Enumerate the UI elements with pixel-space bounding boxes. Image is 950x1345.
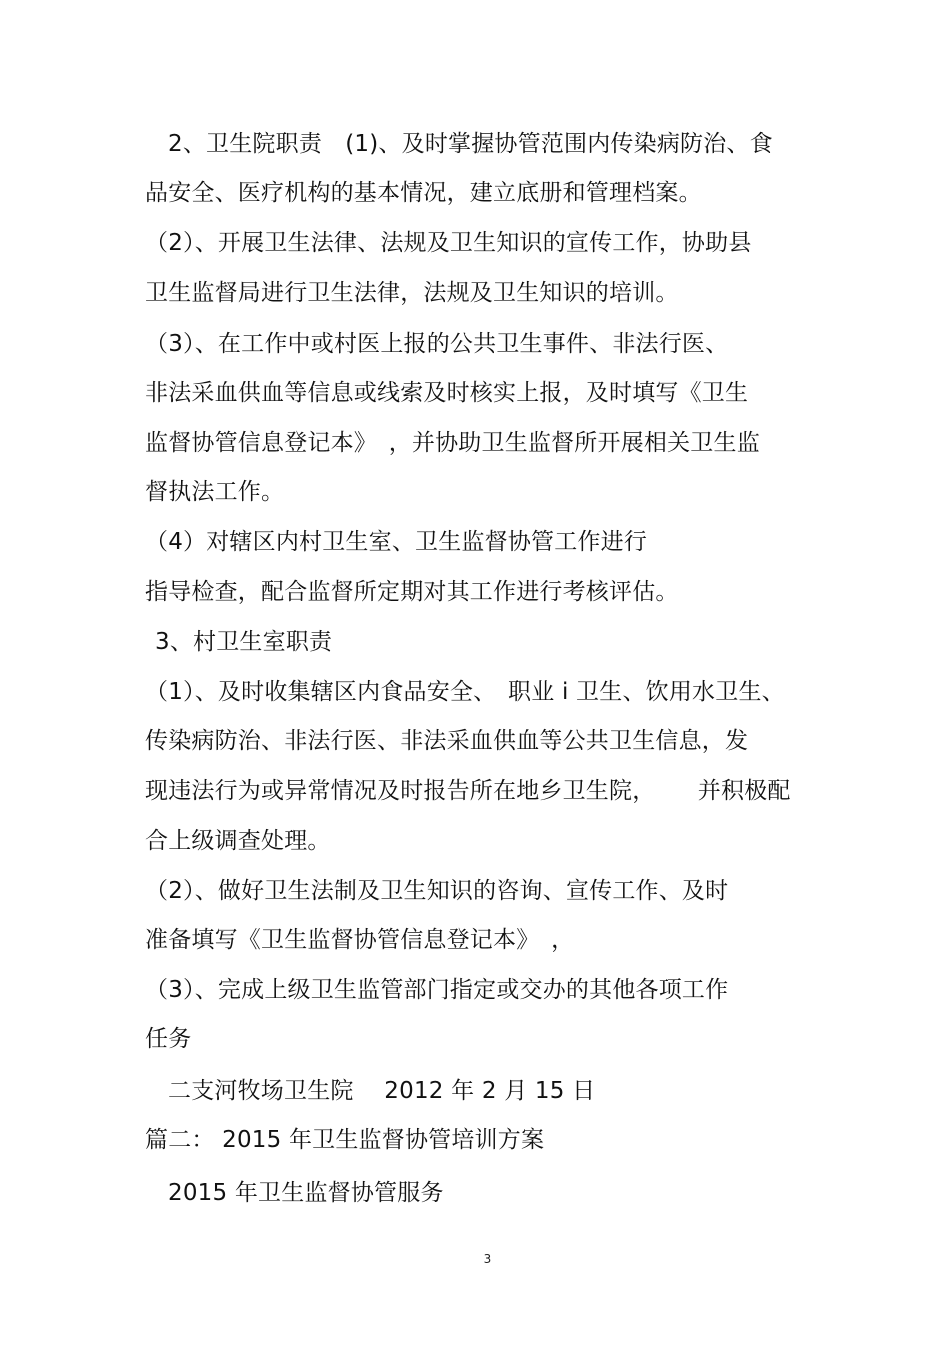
text-line: （1）、及时收集辖区内食品安全、 职业 i 卫生、饮用水卫生、 — [145, 679, 785, 705]
text-line: （2）、做好卫生法制及卫生知识的咨询、宣传工作、及时 — [145, 878, 729, 904]
section-heading: 2015 年卫生监督协管服务 — [168, 1180, 444, 1206]
text-line: （3）、完成上级卫生监管部门指定或交办的其他各项工作 — [145, 977, 729, 1003]
text-line: （4）对辖区内村卫生室、卫生监督协管工作进行 — [145, 529, 648, 555]
text-line: 现违法行为或异常情况及时报告所在地乡卫生院， 并积极配 — [145, 778, 791, 804]
text-line: 准备填写《卫生监督协管信息登记本》 ， — [145, 927, 575, 953]
signature-date-line: 二支河牧场卫生院 2012 年 2 月 15 日 — [168, 1078, 596, 1104]
section-heading: 3、村卫生室职责 — [155, 629, 333, 655]
text-line: 督执法工作。 — [145, 479, 285, 505]
text-line: 品安全、医疗机构的基本情况，建立底册和管理档案。 — [145, 180, 702, 206]
text-line: 合上级调查处理。 — [145, 828, 331, 854]
text-line: 监督协管信息登记本》 ，并协助卫生监督所开展相关卫生监 — [145, 430, 760, 456]
text-line: 非法采血供血等信息或线索及时核实上报，及时填写《卫生 — [145, 380, 749, 406]
text-line: 任务 — [145, 1026, 192, 1052]
section-heading: 篇二： 2015 年卫生监督协管培训方案 — [145, 1127, 545, 1153]
text-line: 传染病防治、非法行医、非法采血供血等公共卫生信息，发 — [145, 728, 749, 754]
text-line: 指导检查，配合监督所定期对其工作进行考核评估。 — [145, 579, 679, 605]
page-number: 3 — [483, 1252, 492, 1266]
text-line: 卫生监督局进行卫生法律，法规及卫生知识的培训。 — [145, 280, 679, 306]
text-line: （2）、开展卫生法律、法规及卫生知识的宣传工作，协助县 — [145, 230, 752, 256]
text-line: （3）、在工作中或村医上报的公共卫生事件、非法行医、 — [145, 331, 729, 357]
text-line: 2、卫生院职责 (1)、及时掌握协管范围内传染病防治、食 — [168, 131, 773, 157]
